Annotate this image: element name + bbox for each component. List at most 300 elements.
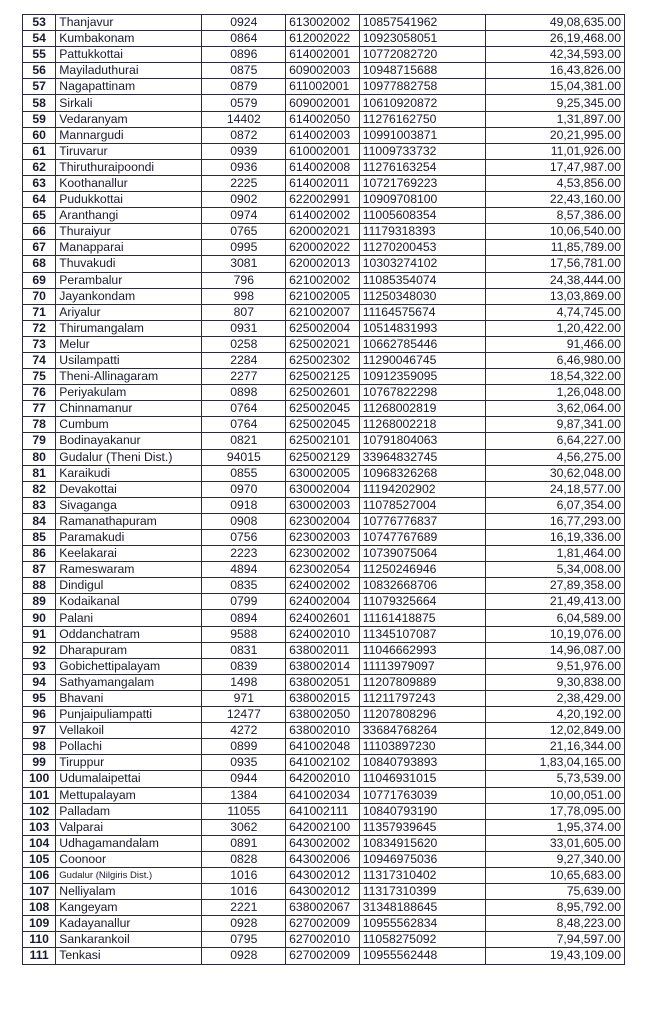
municipality-name-cell: Mettupalayam	[56, 787, 202, 803]
bank-code-cell: 641002034	[286, 787, 360, 803]
table-row	[23, 481, 625, 497]
code-cell: 0935	[202, 755, 286, 771]
account-number-cell: 10840793893	[359, 755, 485, 771]
code-cell: 0795	[202, 932, 286, 948]
bank-code-cell: 621002007	[286, 304, 360, 320]
account-number-cell: 11270200453	[359, 240, 485, 256]
municipality-name-cell: Ramanathapuram	[56, 513, 202, 529]
code-cell: 0764	[202, 401, 286, 417]
amount-cell: 14,96,087.00	[485, 642, 624, 658]
amount-cell: 22,43,160.00	[485, 192, 624, 208]
account-number-cell: 10303274102	[359, 256, 485, 272]
serial-number-cell: 103	[23, 819, 56, 835]
code-cell: 0831	[202, 642, 286, 658]
serial-number-cell: 64	[23, 192, 56, 208]
table-row	[23, 433, 625, 449]
table-row	[23, 513, 625, 529]
account-number-cell: 10832668706	[359, 578, 485, 594]
account-number-cell: 11250246946	[359, 562, 485, 578]
serial-number-cell: 67	[23, 240, 56, 256]
account-number-cell: 11317310399	[359, 884, 485, 900]
amount-cell: 16,77,293.00	[485, 513, 624, 529]
bank-code-cell: 625002302	[286, 352, 360, 368]
municipality-name-cell: Udumalaipettai	[56, 771, 202, 787]
bank-code-cell: 638002067	[286, 900, 360, 916]
serial-number-cell: 72	[23, 320, 56, 336]
table-row	[23, 739, 625, 755]
serial-number-cell: 58	[23, 95, 56, 111]
municipality-name-cell: Aranthangi	[56, 208, 202, 224]
amount-cell: 17,47,987.00	[485, 159, 624, 175]
code-cell: 94015	[202, 449, 286, 465]
serial-number-cell: 107	[23, 884, 56, 900]
code-cell: 2284	[202, 352, 286, 368]
amount-cell: 12,02,849.00	[485, 723, 624, 739]
amount-cell: 6,46,980.00	[485, 352, 624, 368]
amount-cell: 10,19,076.00	[485, 626, 624, 642]
serial-number-cell: 84	[23, 513, 56, 529]
account-number-cell: 11058275092	[359, 932, 485, 948]
bank-code-cell: 643002002	[286, 835, 360, 851]
serial-number-cell: 60	[23, 127, 56, 143]
code-cell: 0821	[202, 433, 286, 449]
code-cell: 0939	[202, 143, 286, 159]
account-number-cell: 11194202902	[359, 481, 485, 497]
serial-number-cell: 101	[23, 787, 56, 803]
code-cell: 796	[202, 272, 286, 288]
municipality-name-cell: Vedaranyam	[56, 111, 202, 127]
bank-code-cell: 625002601	[286, 385, 360, 401]
code-cell: 3062	[202, 819, 286, 835]
amount-cell: 49,08,635.00	[485, 15, 624, 31]
code-cell: 1384	[202, 787, 286, 803]
municipality-name-cell: Ariyalur	[56, 304, 202, 320]
bank-code-cell: 625002021	[286, 336, 360, 352]
bank-code-cell: 630002003	[286, 497, 360, 513]
code-cell: 2277	[202, 369, 286, 385]
table-row	[23, 159, 625, 175]
municipality-name-cell: Theni-Allinagaram	[56, 369, 202, 385]
amount-cell: 21,49,413.00	[485, 594, 624, 610]
bank-code-cell: 621002002	[286, 272, 360, 288]
amount-cell: 42,34,593.00	[485, 47, 624, 63]
amount-cell: 16,19,336.00	[485, 530, 624, 546]
amount-cell: 4,20,192.00	[485, 707, 624, 723]
serial-number-cell: 76	[23, 385, 56, 401]
account-number-cell: 10840793190	[359, 803, 485, 819]
amount-cell: 17,56,781.00	[485, 256, 624, 272]
amount-cell: 26,19,468.00	[485, 31, 624, 47]
account-number-cell: 11250348030	[359, 288, 485, 304]
amount-cell: 24,18,577.00	[485, 481, 624, 497]
serial-number-cell: 61	[23, 143, 56, 159]
account-number-cell: 11317310402	[359, 867, 485, 883]
amount-cell: 27,89,358.00	[485, 578, 624, 594]
serial-number-cell: 99	[23, 755, 56, 771]
code-cell: 2223	[202, 546, 286, 562]
municipality-name-cell: Thuraiyur	[56, 224, 202, 240]
serial-number-cell: 108	[23, 900, 56, 916]
bank-code-cell: 625002129	[286, 449, 360, 465]
table-row	[23, 771, 625, 787]
municipality-name-cell: Tenkasi	[56, 948, 202, 964]
municipality-name-cell: Palani	[56, 610, 202, 626]
table-row	[23, 610, 625, 626]
table-row	[23, 530, 625, 546]
code-cell: 0839	[202, 658, 286, 674]
code-cell: 0579	[202, 95, 286, 111]
code-cell: 0258	[202, 336, 286, 352]
serial-number-cell: 80	[23, 449, 56, 465]
bank-code-cell: 609002001	[286, 95, 360, 111]
amount-cell: 16,43,826.00	[485, 63, 624, 79]
serial-number-cell: 83	[23, 497, 56, 513]
bank-code-cell: 620002013	[286, 256, 360, 272]
code-cell: 0799	[202, 594, 286, 610]
account-number-cell: 10946975036	[359, 851, 485, 867]
amount-cell: 3,62,064.00	[485, 401, 624, 417]
serial-number-cell: 70	[23, 288, 56, 304]
code-cell: 0875	[202, 63, 286, 79]
account-number-cell: 10610920872	[359, 95, 485, 111]
table-row	[23, 369, 625, 385]
bank-code-cell: 614002050	[286, 111, 360, 127]
code-cell: 12477	[202, 707, 286, 723]
table-row	[23, 851, 625, 867]
code-cell: 0864	[202, 31, 286, 47]
code-cell: 0928	[202, 948, 286, 964]
bank-code-cell: 642002100	[286, 819, 360, 835]
serial-number-cell: 94	[23, 674, 56, 690]
table-row	[23, 578, 625, 594]
account-number-cell: 11345107087	[359, 626, 485, 642]
serial-number-cell: 66	[23, 224, 56, 240]
bank-code-cell: 622002991	[286, 192, 360, 208]
account-number-cell: 10857541962	[359, 15, 485, 31]
table-row	[23, 143, 625, 159]
table-row	[23, 192, 625, 208]
municipality-name-cell: Pattukkottai	[56, 47, 202, 63]
bank-code-cell: 641002102	[286, 755, 360, 771]
municipality-name-cell: Nagapattinam	[56, 79, 202, 95]
bank-code-cell: 625002045	[286, 417, 360, 433]
municipality-name-cell: Perambalur	[56, 272, 202, 288]
account-number-cell: 11268002819	[359, 401, 485, 417]
municipality-name-cell: Pudukkottai	[56, 192, 202, 208]
amount-cell: 24,38,444.00	[485, 272, 624, 288]
serial-number-cell: 105	[23, 851, 56, 867]
code-cell: 3081	[202, 256, 286, 272]
account-number-cell: 10662785446	[359, 336, 485, 352]
municipality-name-cell: Punjaipuliampatti	[56, 707, 202, 723]
account-number-cell: 10991003871	[359, 127, 485, 143]
code-cell: 0898	[202, 385, 286, 401]
amount-cell: 8,95,792.00	[485, 900, 624, 916]
code-cell: 1016	[202, 884, 286, 900]
bank-code-cell: 630002005	[286, 465, 360, 481]
table-row	[23, 642, 625, 658]
table-row	[23, 835, 625, 851]
municipality-name-cell: Jayankondam	[56, 288, 202, 304]
bank-code-cell: 620002021	[286, 224, 360, 240]
municipality-name-cell: Tiruppur	[56, 755, 202, 771]
code-cell: 0879	[202, 79, 286, 95]
table-row	[23, 79, 625, 95]
table-row	[23, 208, 625, 224]
table-row	[23, 175, 625, 191]
serial-number-cell: 88	[23, 578, 56, 594]
code-cell: 0896	[202, 47, 286, 63]
municipality-name-cell: Thuvakudi	[56, 256, 202, 272]
municipality-name-cell: Chinnamanur	[56, 401, 202, 417]
municipality-name-cell: Periyakulam	[56, 385, 202, 401]
bank-code-cell: 641002111	[286, 803, 360, 819]
table-row	[23, 658, 625, 674]
amount-cell: 91,466.00	[485, 336, 624, 352]
account-number-cell: 33684768264	[359, 723, 485, 739]
serial-number-cell: 78	[23, 417, 56, 433]
account-number-cell: 11085354074	[359, 272, 485, 288]
account-number-cell: 10955562834	[359, 916, 485, 932]
municipality-name-cell: Koothanallur	[56, 175, 202, 191]
table-row	[23, 15, 625, 31]
municipality-name-cell: Thiruthuraipoondi	[56, 159, 202, 175]
table-row	[23, 916, 625, 932]
account-number-cell: 10968326268	[359, 465, 485, 481]
amount-cell: 20,21,995.00	[485, 127, 624, 143]
serial-number-cell: 90	[23, 610, 56, 626]
code-cell: 0995	[202, 240, 286, 256]
serial-number-cell: 98	[23, 739, 56, 755]
table-body	[23, 15, 625, 965]
bank-code-cell: 627002009	[286, 948, 360, 964]
table-row	[23, 352, 625, 368]
amount-cell: 30,62,048.00	[485, 465, 624, 481]
account-number-cell: 10948715688	[359, 63, 485, 79]
municipality-name-cell: Cumbum	[56, 417, 202, 433]
amount-cell: 15,04,381.00	[485, 79, 624, 95]
table-row	[23, 803, 625, 819]
code-cell: 4894	[202, 562, 286, 578]
table-row	[23, 707, 625, 723]
table-row	[23, 900, 625, 916]
serial-number-cell: 77	[23, 401, 56, 417]
code-cell: 0931	[202, 320, 286, 336]
amount-cell: 1,31,897.00	[485, 111, 624, 127]
table-row	[23, 385, 625, 401]
serial-number-cell: 89	[23, 594, 56, 610]
table-row	[23, 787, 625, 803]
municipality-name-cell: Karaikudi	[56, 465, 202, 481]
amount-cell: 9,25,345.00	[485, 95, 624, 111]
serial-number-cell: 75	[23, 369, 56, 385]
serial-number-cell: 92	[23, 642, 56, 658]
table-row	[23, 288, 625, 304]
municipality-name-cell: Sirkali	[56, 95, 202, 111]
code-cell: 0936	[202, 159, 286, 175]
municipality-name-cell: Thirumangalam	[56, 320, 202, 336]
account-number-cell: 10747767689	[359, 530, 485, 546]
municipality-name-cell: Dharapuram	[56, 642, 202, 658]
amount-cell: 8,48,223.00	[485, 916, 624, 932]
bank-code-cell: 623002003	[286, 530, 360, 546]
code-cell: 0974	[202, 208, 286, 224]
account-number-cell: 10767822298	[359, 385, 485, 401]
account-number-cell: 33964832745	[359, 449, 485, 465]
amount-cell: 10,06,540.00	[485, 224, 624, 240]
municipality-name-cell: Devakottai	[56, 481, 202, 497]
account-number-cell: 11268002218	[359, 417, 485, 433]
municipality-name-cell: Usilampatti	[56, 352, 202, 368]
amount-cell: 1,83,04,165.00	[485, 755, 624, 771]
municipality-name-cell: Manapparai	[56, 240, 202, 256]
municipality-name-cell: Sathyamangalam	[56, 674, 202, 690]
municipality-name-cell: Melur	[56, 336, 202, 352]
table-row	[23, 449, 625, 465]
code-cell: 807	[202, 304, 286, 320]
amount-cell: 10,00,051.00	[485, 787, 624, 803]
amount-cell: 6,07,354.00	[485, 497, 624, 513]
serial-number-cell: 85	[23, 530, 56, 546]
account-number-cell: 10909708100	[359, 192, 485, 208]
bank-code-cell: 623002004	[286, 513, 360, 529]
allocation-table	[22, 14, 625, 965]
table-row	[23, 95, 625, 111]
table-row	[23, 304, 625, 320]
municipality-name-cell: Rameswaram	[56, 562, 202, 578]
code-cell: 0970	[202, 481, 286, 497]
bank-code-cell: 643002012	[286, 867, 360, 883]
account-number-cell: 11005608354	[359, 208, 485, 224]
municipality-name-cell: Palladam	[56, 803, 202, 819]
code-cell: 0828	[202, 851, 286, 867]
code-cell: 0855	[202, 465, 286, 481]
serial-number-cell: 102	[23, 803, 56, 819]
amount-cell: 9,51,976.00	[485, 658, 624, 674]
amount-cell: 4,56,275.00	[485, 449, 624, 465]
bank-code-cell: 624002601	[286, 610, 360, 626]
bank-code-cell: 621002005	[286, 288, 360, 304]
municipality-name-cell: Oddanchatram	[56, 626, 202, 642]
bank-code-cell: 643002006	[286, 851, 360, 867]
bank-code-cell: 623002002	[286, 546, 360, 562]
amount-cell: 5,73,539.00	[485, 771, 624, 787]
table-row	[23, 111, 625, 127]
account-number-cell: 11113979097	[359, 658, 485, 674]
bank-code-cell: 638002051	[286, 674, 360, 690]
serial-number-cell: 59	[23, 111, 56, 127]
serial-number-cell: 96	[23, 707, 56, 723]
bank-code-cell: 625002125	[286, 369, 360, 385]
bank-code-cell: 623002054	[286, 562, 360, 578]
code-cell: 0928	[202, 916, 286, 932]
municipality-name-cell: Coonoor	[56, 851, 202, 867]
municipality-name-cell: Valparai	[56, 819, 202, 835]
table-row	[23, 401, 625, 417]
code-cell: 0902	[202, 192, 286, 208]
account-number-cell: 10776776837	[359, 513, 485, 529]
code-cell: 2225	[202, 175, 286, 191]
serial-number-cell: 54	[23, 31, 56, 47]
serial-number-cell: 63	[23, 175, 56, 191]
serial-number-cell: 57	[23, 79, 56, 95]
serial-number-cell: 79	[23, 433, 56, 449]
code-cell: 0944	[202, 771, 286, 787]
code-cell: 0764	[202, 417, 286, 433]
bank-code-cell: 620002022	[286, 240, 360, 256]
municipality-name-cell: Pollachi	[56, 739, 202, 755]
account-number-cell: 11207808296	[359, 707, 485, 723]
serial-number-cell: 106	[23, 867, 56, 883]
municipality-name-cell: Kadayanallur	[56, 916, 202, 932]
account-number-cell: 10834915620	[359, 835, 485, 851]
table-row	[23, 884, 625, 900]
amount-cell: 11,85,789.00	[485, 240, 624, 256]
bank-code-cell: 613002002	[286, 15, 360, 31]
bank-code-cell: 609002003	[286, 63, 360, 79]
account-number-cell: 11161418875	[359, 610, 485, 626]
municipality-name-cell: Bodinayakanur	[56, 433, 202, 449]
table-row	[23, 690, 625, 706]
municipality-name-cell: Kumbakonam	[56, 31, 202, 47]
serial-number-cell: 56	[23, 63, 56, 79]
account-number-cell: 11211797243	[359, 690, 485, 706]
amount-cell: 19,43,109.00	[485, 948, 624, 964]
table-row	[23, 256, 625, 272]
amount-cell: 6,04,589.00	[485, 610, 624, 626]
account-number-cell: 10923058051	[359, 31, 485, 47]
table-row	[23, 224, 625, 240]
amount-cell: 10,65,683.00	[485, 867, 624, 883]
municipality-name-cell: Vellakoil	[56, 723, 202, 739]
document-sheet	[22, 14, 625, 965]
code-cell: 0924	[202, 15, 286, 31]
serial-number-cell: 104	[23, 835, 56, 851]
amount-cell: 21,16,344.00	[485, 739, 624, 755]
account-number-cell: 11290046745	[359, 352, 485, 368]
bank-code-cell: 638002011	[286, 642, 360, 658]
table-row	[23, 127, 625, 143]
code-cell: 2221	[202, 900, 286, 916]
table-row	[23, 240, 625, 256]
bank-code-cell: 627002010	[286, 932, 360, 948]
amount-cell: 5,34,008.00	[485, 562, 624, 578]
bank-code-cell: 642002010	[286, 771, 360, 787]
serial-number-cell: 109	[23, 916, 56, 932]
bank-code-cell: 624002002	[286, 578, 360, 594]
bank-code-cell: 638002014	[286, 658, 360, 674]
account-number-cell: 10771763039	[359, 787, 485, 803]
table-row	[23, 63, 625, 79]
account-number-cell: 11079325664	[359, 594, 485, 610]
bank-code-cell: 630002004	[286, 481, 360, 497]
amount-cell: 9,30,838.00	[485, 674, 624, 690]
table-row	[23, 755, 625, 771]
table-row	[23, 723, 625, 739]
bank-code-cell: 625002045	[286, 401, 360, 417]
bank-code-cell: 643002012	[286, 884, 360, 900]
code-cell: 0756	[202, 530, 286, 546]
bank-code-cell: 627002009	[286, 916, 360, 932]
bank-code-cell: 641002048	[286, 739, 360, 755]
municipality-name-cell: Paramakudi	[56, 530, 202, 546]
account-number-cell: 11207809889	[359, 674, 485, 690]
municipality-name-cell: Mayiladuthurai	[56, 63, 202, 79]
amount-cell: 1,81,464.00	[485, 546, 624, 562]
table-row	[23, 336, 625, 352]
serial-number-cell: 87	[23, 562, 56, 578]
account-number-cell: 11179318393	[359, 224, 485, 240]
